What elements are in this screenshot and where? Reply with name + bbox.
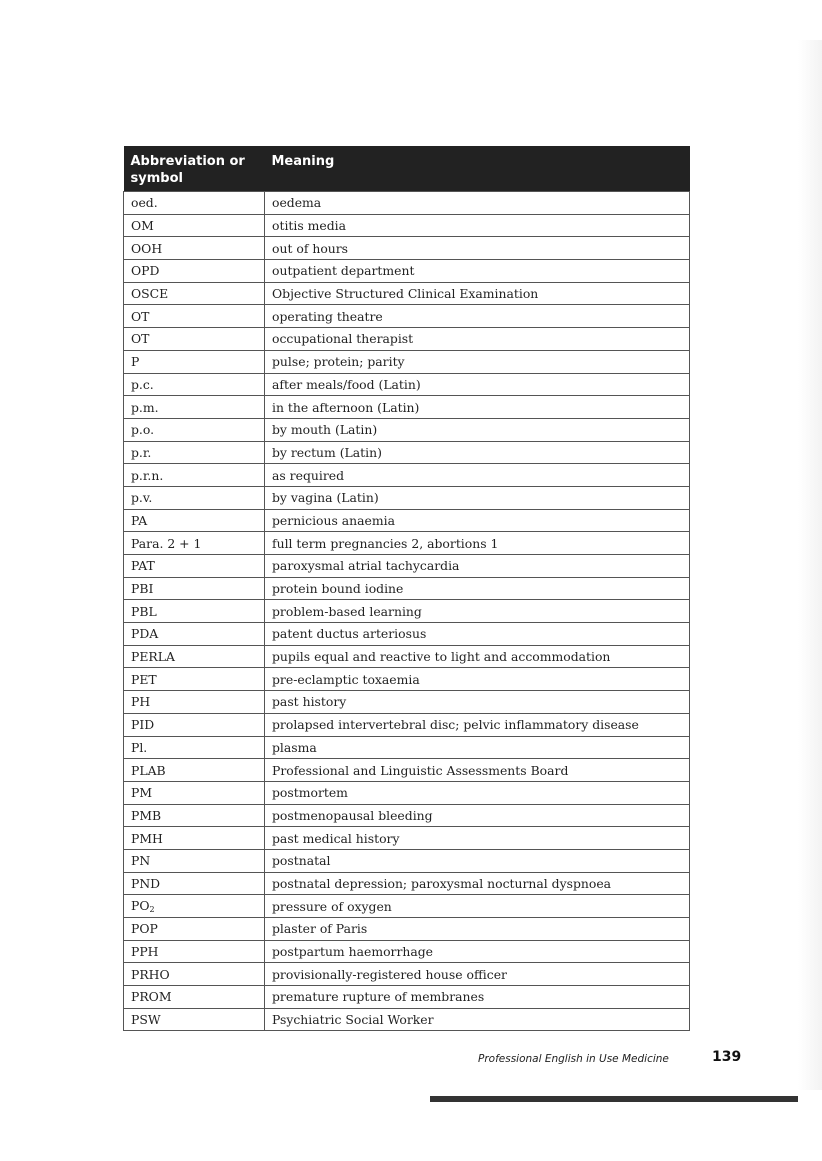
abbreviation-text: OT [131,308,150,324]
abbreviation-cell [124,668,265,691]
abbreviation-cell [124,759,265,782]
abbreviation-text: P [131,354,140,370]
table-row [124,963,690,986]
abbreviation-text: OM [131,218,154,234]
abbreviation-text: PERLA [131,649,175,665]
meaning-cell: pupils equal and reactive to light and accommodation [265,645,690,668]
abbreviation-text: Pl. [131,739,148,755]
footer-rule [430,1096,798,1102]
table-row [124,849,690,872]
table-row [124,872,690,895]
meaning-cell: protein bound iodine [265,577,690,600]
abbreviation-text: PA [131,512,148,528]
abbreviation-cell [124,691,265,714]
abbreviation-text: p.v. [131,490,153,506]
abbreviation-text: PM [131,785,153,801]
abbreviation-cell [124,441,265,464]
table-row [124,804,690,827]
table-row [124,600,690,623]
abbreviation-cell [124,282,265,305]
table-row [124,736,690,759]
abbreviation-cell [124,872,265,895]
column-header-abbreviation: Abbreviation or symbol [124,146,265,192]
abbreviation-cell [124,895,265,918]
meaning-cell: operating theatre [265,305,690,328]
table-row [124,895,690,918]
table-row [124,577,690,600]
table-row [124,396,690,419]
abbreviation-cell [124,396,265,419]
meaning-cell: otitis media [265,214,690,237]
meaning-cell: pernicious anaemia [265,509,690,532]
meaning-cell: Professional and Linguistic Assessments Board [265,759,690,782]
abbreviation-cell [124,509,265,532]
abbreviation-cell [124,577,265,600]
table-row [124,691,690,714]
abbreviation-text: PND [131,875,161,891]
table-row [124,759,690,782]
meaning-cell: postnatal depression; paroxysmal nocturnal dyspnoea [265,872,690,895]
meaning-cell: paroxysmal atrial tachycardia [265,555,690,578]
meaning-cell: by rectum (Latin) [265,441,690,464]
abbreviation-text: OSCE [131,286,169,302]
column-header-meaning: Meaning [265,146,690,192]
abbreviation-text: p.m. [131,399,159,415]
abbreviation-cell [124,918,265,941]
abbreviation-cell [124,373,265,396]
abbreviation-cell [124,305,265,328]
abbreviation-text: PPH [131,944,159,960]
meaning-cell: by mouth (Latin) [265,418,690,441]
meaning-cell: out of hours [265,237,690,260]
table-row [124,555,690,578]
abbreviation-text: OT [131,331,150,347]
meaning-cell: past medical history [265,827,690,850]
table-row [124,986,690,1009]
table-row [124,827,690,850]
abbreviation-cell [124,1008,265,1031]
meaning-cell: postmenopausal bleeding [265,804,690,827]
table-row [124,350,690,373]
table-row [124,713,690,736]
table-row [124,373,690,396]
abbreviation-text: OPD [131,263,160,279]
meaning-cell: premature rupture of membranes [265,986,690,1009]
abbreviation-text: PBI [131,581,154,597]
abbreviation-cell [124,963,265,986]
abbreviation-text: PN [131,853,151,869]
abbreviation-cell [124,214,265,237]
meaning-cell: pre-eclamptic toxaemia [265,668,690,691]
meaning-cell: oedema [265,192,690,215]
page-edge-shadow [798,40,822,1090]
abbreviation-text: oed. [131,195,158,211]
abbreviation-table [123,146,690,1031]
page-number: 139 [712,1049,742,1065]
abbreviation-cell [124,192,265,215]
abbreviation-text: OOH [131,240,163,256]
abbreviation-cell [124,623,265,646]
meaning-cell: plaster of Paris [265,918,690,941]
table-row [124,418,690,441]
abbreviation-text: POP [131,921,158,937]
abbreviation-text: p.o. [131,422,155,438]
table-row [124,441,690,464]
meaning-cell: postpartum haemorrhage [265,940,690,963]
abbreviation-cell [124,827,265,850]
table-row [124,532,690,555]
meaning-cell: Objective Structured Clinical Examination [265,282,690,305]
abbreviation-cell [124,713,265,736]
abbreviation-text: PLAB [131,762,166,778]
table-row [124,486,690,509]
abbreviation-cell [124,532,265,555]
abbreviation-cell [124,736,265,759]
meaning-cell: plasma [265,736,690,759]
abbreviation-text: PRHO [131,966,170,982]
meaning-cell: postnatal [265,849,690,872]
abbreviation-cell [124,464,265,487]
meaning-cell: outpatient department [265,260,690,283]
abbreviation-cell [124,350,265,373]
abbreviation-text: PID [131,717,155,733]
abbreviation-text: PROM [131,989,172,1005]
abbreviation-text: p.r.n. [131,467,164,483]
meaning-cell: occupational therapist [265,328,690,351]
meaning-cell: postmortem [265,781,690,804]
table-row [124,260,690,283]
meaning-cell: provisionally-registered house officer [265,963,690,986]
abbreviation-cell [124,486,265,509]
abbreviation-cell [124,260,265,283]
table-row [124,645,690,668]
table-row [124,305,690,328]
abbreviation-text: p.c. [131,376,154,392]
meaning-cell: pulse; protein; parity [265,350,690,373]
abbreviation-cell [124,328,265,351]
abbreviation-cell [124,418,265,441]
table-row [124,237,690,260]
table-row [124,328,690,351]
abbreviation-text: PAT [131,558,155,574]
abbreviation-text: PH [131,694,151,710]
meaning-cell: in the afternoon (Latin) [265,396,690,419]
table-row [124,781,690,804]
meaning-cell: by vagina (Latin) [265,486,690,509]
abbreviation-text: PMH [131,830,163,846]
abbreviation-text: Para. 2 + 1 [131,535,202,551]
meaning-cell: pressure of oxygen [265,895,690,918]
abbreviation-text: PO [131,898,150,914]
abbreviation-text: PSW [131,1012,161,1028]
abbreviation-cell [124,804,265,827]
table-row [124,214,690,237]
table-row [124,623,690,646]
table-row [124,940,690,963]
meaning-cell: as required [265,464,690,487]
meaning-cell: patent ductus arteriosus [265,623,690,646]
abbreviation-cell [124,986,265,1009]
abbreviation-text: PDA [131,626,159,642]
table-header-row [124,146,690,192]
abbreviation-cell [124,940,265,963]
meaning-cell: full term pregnancies 2, abortions 1 [265,532,690,555]
abbreviation-cell [124,849,265,872]
abbreviation-text: p.r. [131,444,152,460]
table-row [124,1008,690,1031]
meaning-cell: problem-based learning [265,600,690,623]
meaning-cell: after meals/food (Latin) [265,373,690,396]
table-row [124,282,690,305]
abbreviation-cell [124,600,265,623]
meaning-cell: prolapsed intervertebral disc; pelvic inflammatory disease [265,713,690,736]
abbreviation-text: PBL [131,603,157,619]
abbreviation-subscript: 2 [149,905,155,915]
meaning-cell: past history [265,691,690,714]
table-row [124,464,690,487]
abbreviation-cell [124,555,265,578]
abbreviation-cell [124,781,265,804]
footer-book-title: Professional English in Use Medicine [478,1053,669,1065]
abbreviation-text: PMB [131,807,162,823]
abbreviation-cell [124,645,265,668]
meaning-cell: Psychiatric Social Worker [265,1008,690,1031]
table-row [124,192,690,215]
table-row [124,509,690,532]
table-row [124,918,690,941]
abbreviation-text: PET [131,671,157,687]
table-row [124,668,690,691]
table-body [124,192,690,1031]
abbreviation-cell [124,237,265,260]
